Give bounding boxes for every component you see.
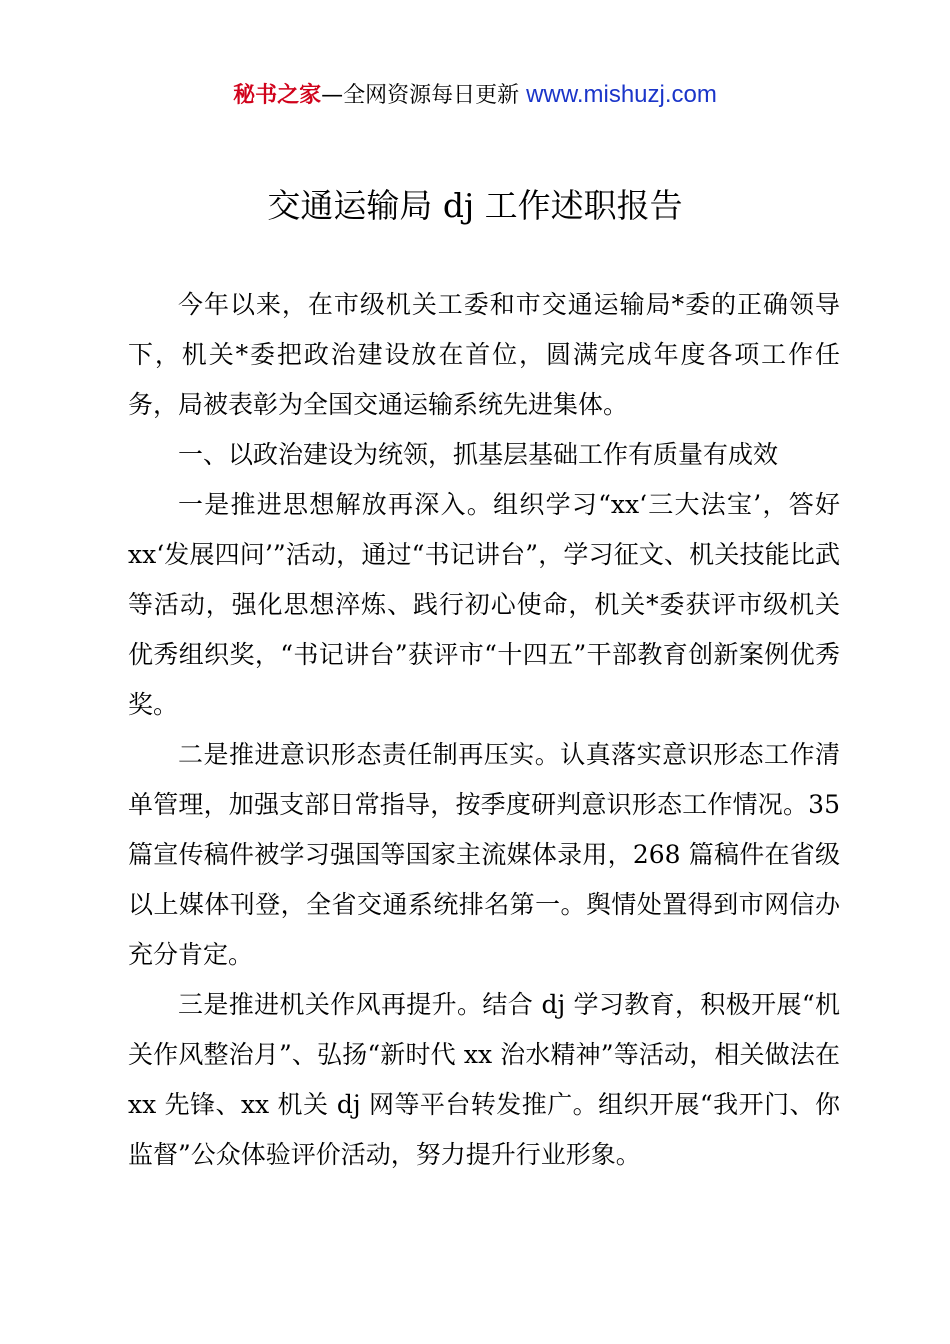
document-body [128,280,840,1180]
paragraph-point-3: 三是推进机关作风再提升。结合 dj 学习教育，积极开展“机关作风整治月”、弘扬“新时代 xx 治水精神”等活动，相关做法在 xx 先锋、xx 机关 dj 网等平台转发推广。组织开展“我开门、你监督”公众体验评价活动，努力提升行业形象。 [128,990,840,1169]
section-heading: 一、以政治建设为统领，抓基层基础工作有质量有成效 [178,440,779,469]
site-header [0,78,950,113]
document-title: 交通运输局 dj 工作述职报告 [267,186,683,225]
site-url-link[interactable]: www.mishuzj.com [526,81,717,108]
paragraph-point-1: 一是推进思想解放再深入。组织学习“xx‘三大法宝’，答好 xx‘发展四问’”活动，通过“书记讲台”，学习征文、机关技能比武等活动，强化思想淬炼、践行初心使命，机关*委获评市级机关优秀组织奖，“书记讲台”获评市“十四五”干部教育创新案例优秀奖。 [128,490,840,719]
header-tagline: —全网资源每日更新 [321,83,520,108]
paragraph-point-2: 二是推进意识形态责任制再压实。认真落实意识形态工作清单管理，加强支部日常指导，按季度研判意识形态工作情况。35 篇宣传稿件被学习强国等国家主流媒体录用，268 篇稿件在省级以上媒体刊登，全省交通系统排名第一。舆情处置得到市网信办充分肯定。 [128,740,840,969]
brand-name: 秘书之家 [233,83,322,108]
paragraph-intro: 今年以来，在市级机关工委和市交通运输局*委的正确领导下，机关*委把政治建设放在首位，圆满完成年度各项工作任务，局被表彰为全国交通运输系统先进集体。 [128,290,840,419]
